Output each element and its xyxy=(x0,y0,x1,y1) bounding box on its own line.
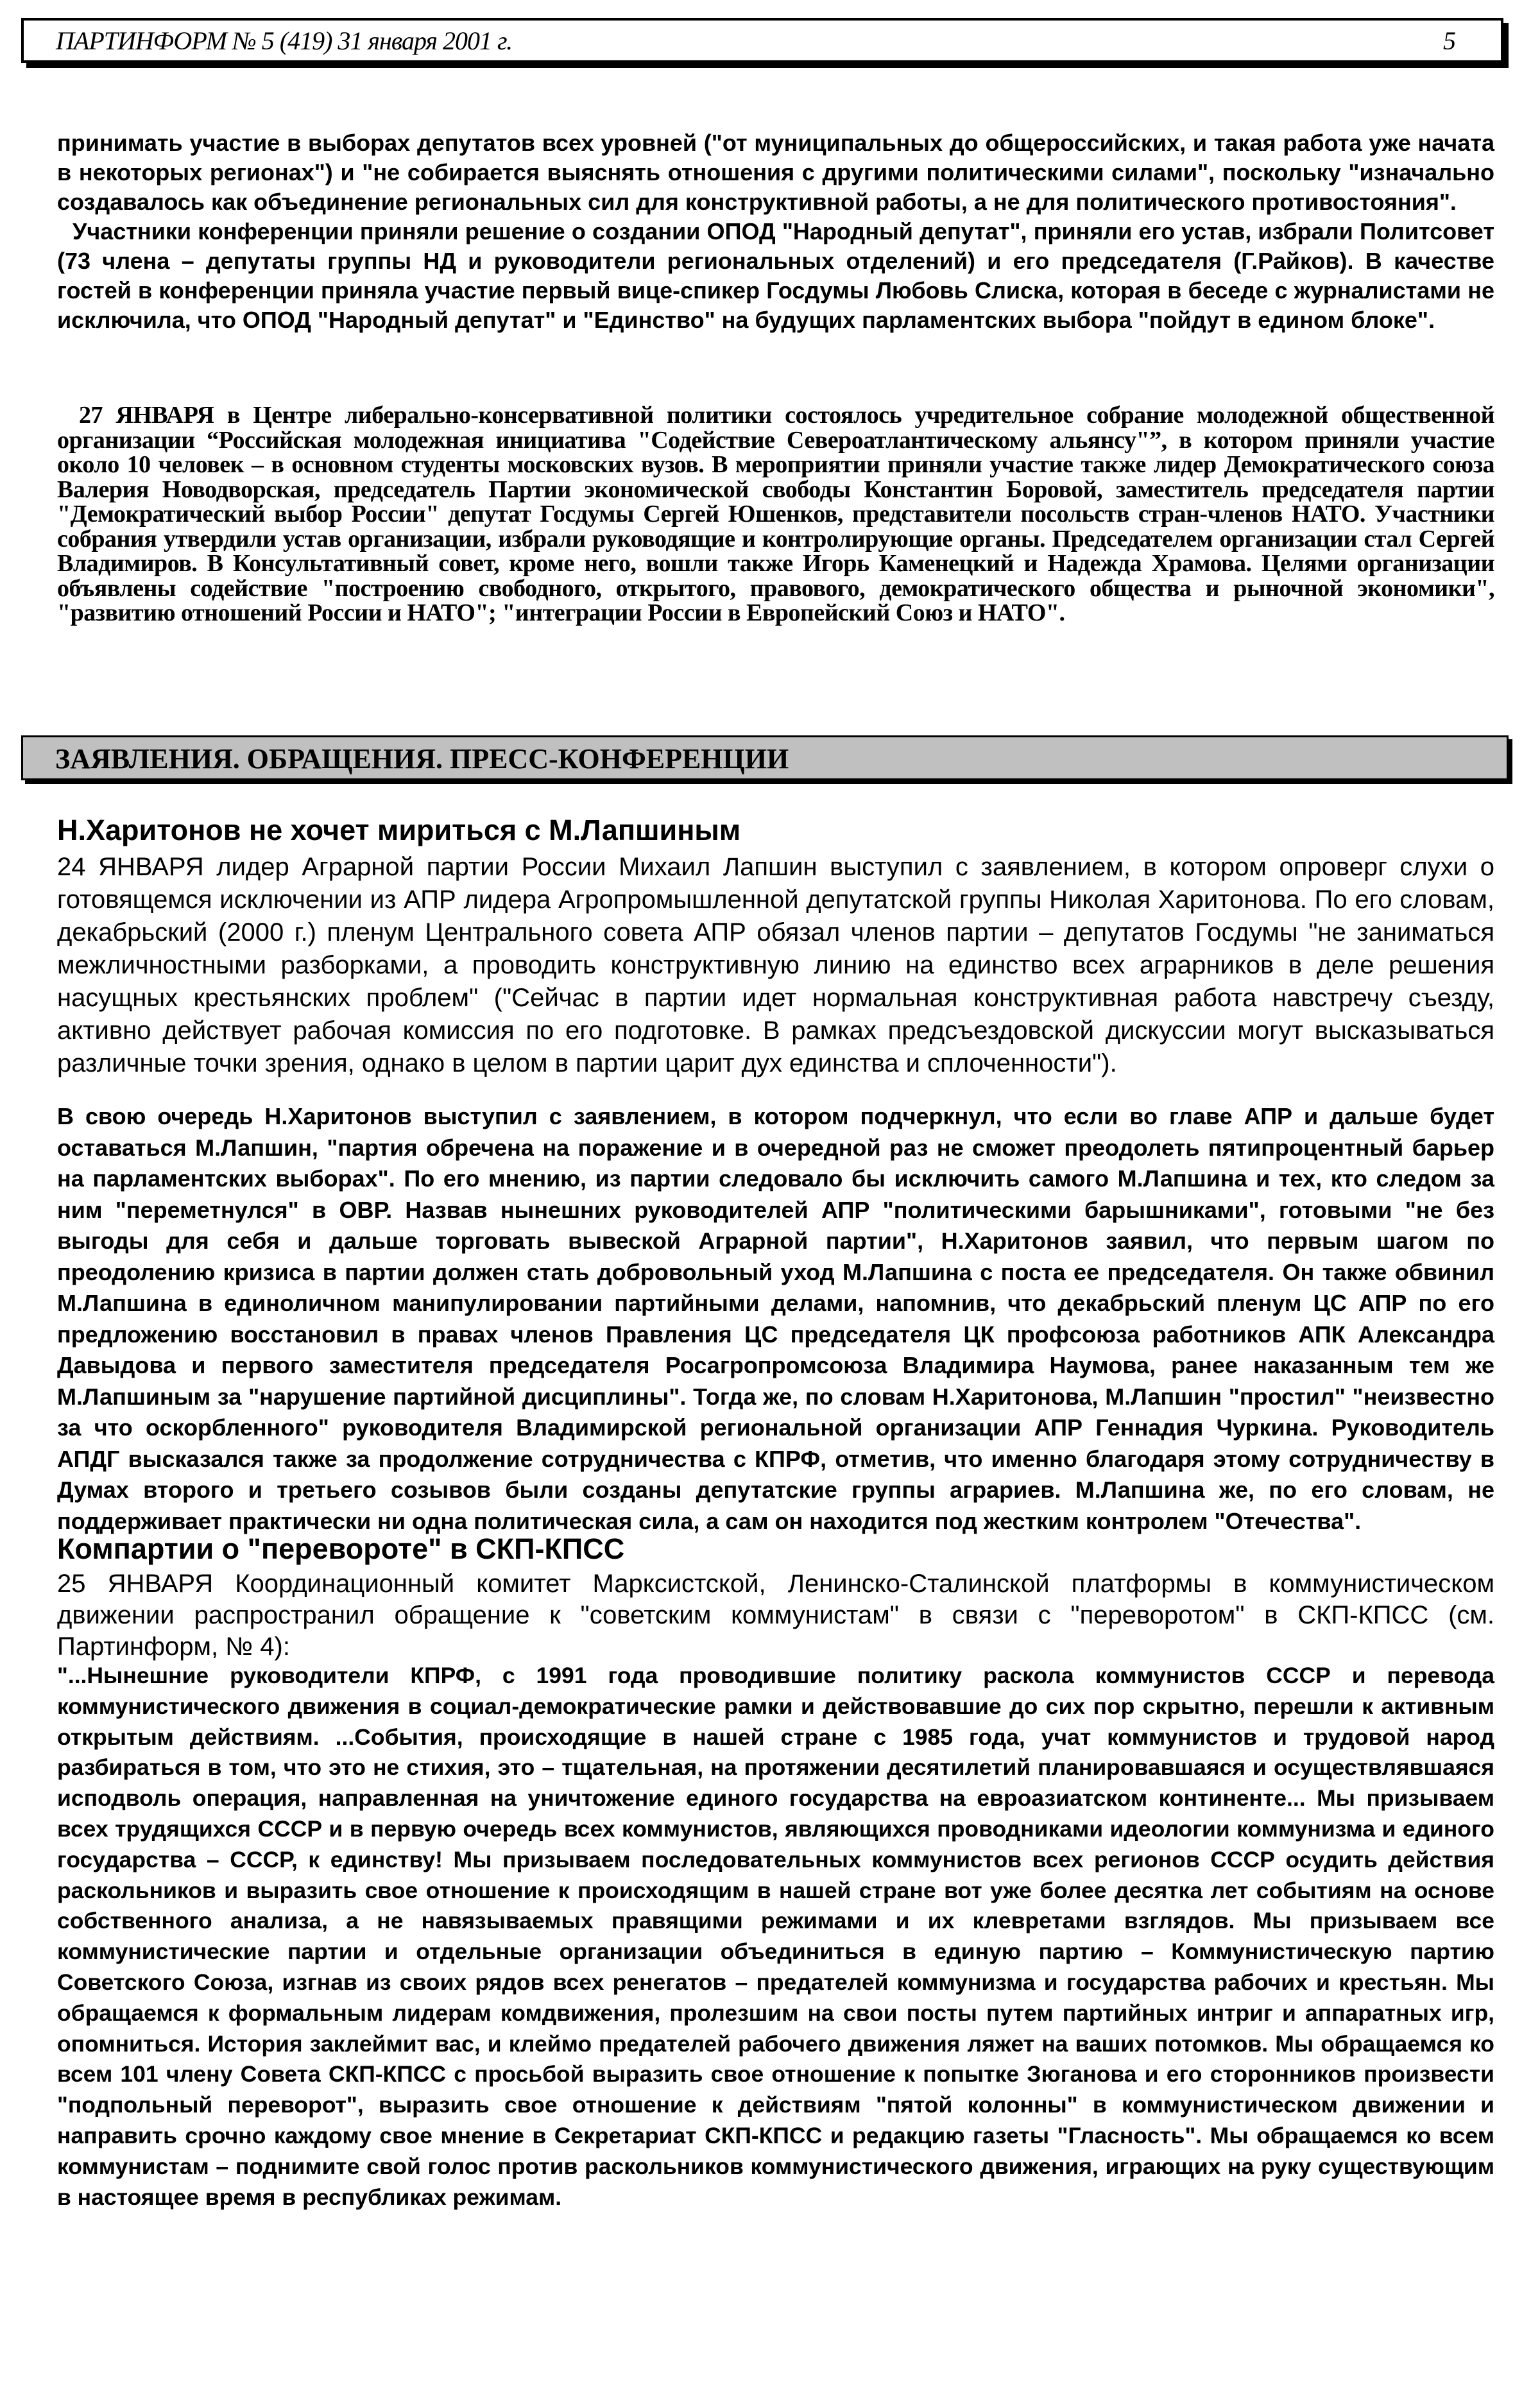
paragraph: Участники конференции приняли решение о создании ОПОД "Народный депутат", приняли его устав, избрали Политсовет (73 члена – депутаты группы НД и руководители региональных отделений) и его председателя (Г.Райков). В качестве гостей в конференции приняла участие первый вице-спикер Госдумы Любовь Слиска, которая в беседе с журналистами не исключила, что ОПОД "Народный депутат" и "Единство" на будущих парламентских выбора "пойдут в едином блоке". xyxy=(57,218,1494,333)
article-lead xyxy=(57,1568,1494,1663)
article-lead xyxy=(57,851,1494,1080)
page-number: 5 xyxy=(1443,26,1456,55)
article-heading: Н.Харитонов не хочет мириться с М.Лапшиным xyxy=(57,814,741,846)
news-item xyxy=(57,403,1494,626)
paragraph: 24 ЯНВАРЯ лидер Аграрной партии России Михаил Лапшин выступил с заявлением, в котором опроверг слухи о готовящемся исключении из АПР лидера Агропромышленной депутатской группы Николая Харитонова. По его словам, декабрьский (2000 г.) пленум Центрального совета АПР обязал членов партии – депутатов Госдумы "не заниматься межличностными разборками, а проводить конструктивную линию на единство всех аграрников в деле решения насущных крестьянских проблем" ("Сейчас в партии идет нормальная конструктивная работа навстречу съезду, активно действует рабочая комиссия по его подготовке. В рамках предсъездовской дискуссии могут высказываться различные точки зрения, однако в целом в партии царит дух единства и сплоченности"). xyxy=(57,853,1494,1077)
section-header xyxy=(21,735,1509,780)
publication-title: ПАРТИНФОРМ № 5 (419) 31 января 2001 г. xyxy=(56,26,513,55)
article-heading: Компартии о "перевороте" в СКП-КПСС xyxy=(57,1532,625,1565)
article-body xyxy=(57,1101,1494,1537)
paragraph: 25 ЯНВАРЯ Координационный комитет Марксистской, Ленинско-Сталинской платформы в коммунистическом движении распространил обращение к "советским коммунистам" в связи с "переворотом" в СКП-КПСС (см. Партинформ, № 4): xyxy=(57,1570,1494,1661)
section-title: ЗАЯВЛЕНИЯ. ОБРАЩЕНИЯ. ПРЕСС-КОНФЕРЕНЦИИ xyxy=(55,743,789,775)
paragraph: 27 ЯНВАРЯ в Центре либерально-консервативной политики состоялось учредительное собрание молодежной общественной организации “Российская молодежная инициатива "Содействие Североатлантическому альянсу"”, в котором приняли участие около 10 человек – в основном студенты московских вузов. В мероприятии приняли участие также лидер Демократического союза Валерия Новодворская, председатель Партии экономической свободы Константин Боровой, заместитель председателя партии "Демократический выбор России" депутат Госдумы Сергей Юшенков, представители посольств стран-членов НАТО. Участники собрания утвердили устав организации, избрали руководящие и контролирующие органы. Председателем организации стал Сергей Владимиров. В Консультативный совет, кроме него, вошли также Игорь Каменецкий и Надежда Храмова. Целями организации объявлены содействие "построению свободного, открытого, правового, демократического общества и рыночной экономики", "развитию отношений России и НАТО"; "интеграции России в Европейский Союз и НАТО". xyxy=(57,402,1494,626)
paragraph: принимать участие в выборах депутатов всех уровней ("от муниципальных до общероссийских, и такая работа уже начата в некоторых регионах") и "не собирается выяснять отношения с другими политическими силами", поскольку "изначально создавалось как объединение региональных сил для конструктивной работы, а не для политического противостояния". xyxy=(57,130,1494,215)
intro-text xyxy=(57,128,1494,335)
page-header xyxy=(21,18,1503,63)
paragraph: В свою очередь Н.Харитонов выступил с заявлением, в котором подчеркнул, что если во главе АПР и дальше будет оставаться М.Лапшин, "партия обречена на поражение и в очередной раз не сможет преодолеть пятипроцентный барьер на парламентских выборах". По его мнению, из партии следовало бы исключить самого М.Лапшина и тех, кто следом за ним "переметнулся" в ОВР. Назвав нынешних руководителей АПР "политическими барышниками", готовыми "не без выгоды для себя и дальше торговать вывеской Аграрной партии", Н.Харитонов заявил, что первым шагом по преодолению кризиса в партии должен стать добровольный уход М.Лапшина с поста ее председателя. Он также обвинил М.Лапшина в единоличном манипулировании партийными делами, напомнив, что декабрьский пленум ЦС АПР по его предложению восстановил в правах членов Правления ЦС председателя ЦК профсоюза работников АПК Александра Давыдова и первого заместителя председателя Росагропромсоюза Владимира Наумова, ранее наказанным тем же М.Лапшиным за "нарушение партийной дисциплины". Тогда же, по словам Н.Харитонова, М.Лапшин "простил" "неизвестно за что оскорбленного" руководителя Владимирской региональной организации АПР Геннадия Чуркина. Руководитель АПДГ высказался также за продолжение сотрудничества с КПРФ, отметив, что именно благодаря этому сотрудничеству в Думах второго и третьего созывов были созданы депутатские группы аграриев. М.Лапшина же, по его словам, не поддерживает практически ни одна политическая сила, а сам он находится под жестким контролем "Отечества". xyxy=(57,1103,1494,1534)
paragraph: "...Нынешние руководители КПРФ, с 1991 года проводившие политику раскола коммунистов СССР и перевода коммунистического движения в социал-демократические рамки и действовавшие до сих пор скрытно, перешли к активным открытым действиям. ...События, происходящие в нашей стране с 1985 года, учат коммунистов и трудовой народ разбираться в том, что это не стихия, это – тщательная, на протяжении десятилетий планировавшаяся и осуществлявшаяся исподволь операция, направленная на уничтожение единого государства на евроазиатском континенте... Мы призываем всех трудящихся СССР и в первую очередь всех коммунистов, являющихся проводниками идеологии коммунизма и единого государства – СССР, к единству! Мы призываем последовательных коммунистов всех регионов СССР осудить действия раскольников и выразить свое отношение к происходящим в нашей стране вот уже более десятка лет событиям на основе собственного анализа, а не навязываемых правящими режимами и их клевретами взглядов. Мы призываем все коммунистические партии и отдельные организации объединиться в единую партию – Коммунистическую партию Советского Союза, изгнав из своих рядов всех ренегатов – предателей коммунизма и государства рабочих и крестьян. Мы обращаемся к формальным лидерам комдвижения, пролезшим на свои посты путем партийных интриг и аппаратных игр, опомниться. История заклеймит вас, и клеймо предателей рабочего движения ляжет на ваших потомков. Мы обращаемся ко всем 101 члену Совета СКП-КПСС с просьбой выразить свое отношение к попытке Зюганова и его сторонников произвести "подпольный переворот", выразить свое отношение к действиям "пятой колонны" в коммунистическом движении и направить срочно каждому свое мнение в Секретариат СКП-КПСС и редакцию газеты "Гласность". Мы обращаемся ко всем коммунистам – поднимите свой голос против раскольников коммунистического движения, играющих на руку существующим в настоящее время в республиках режимам. xyxy=(57,1663,1494,2210)
appeal-quote xyxy=(57,1661,1494,2213)
